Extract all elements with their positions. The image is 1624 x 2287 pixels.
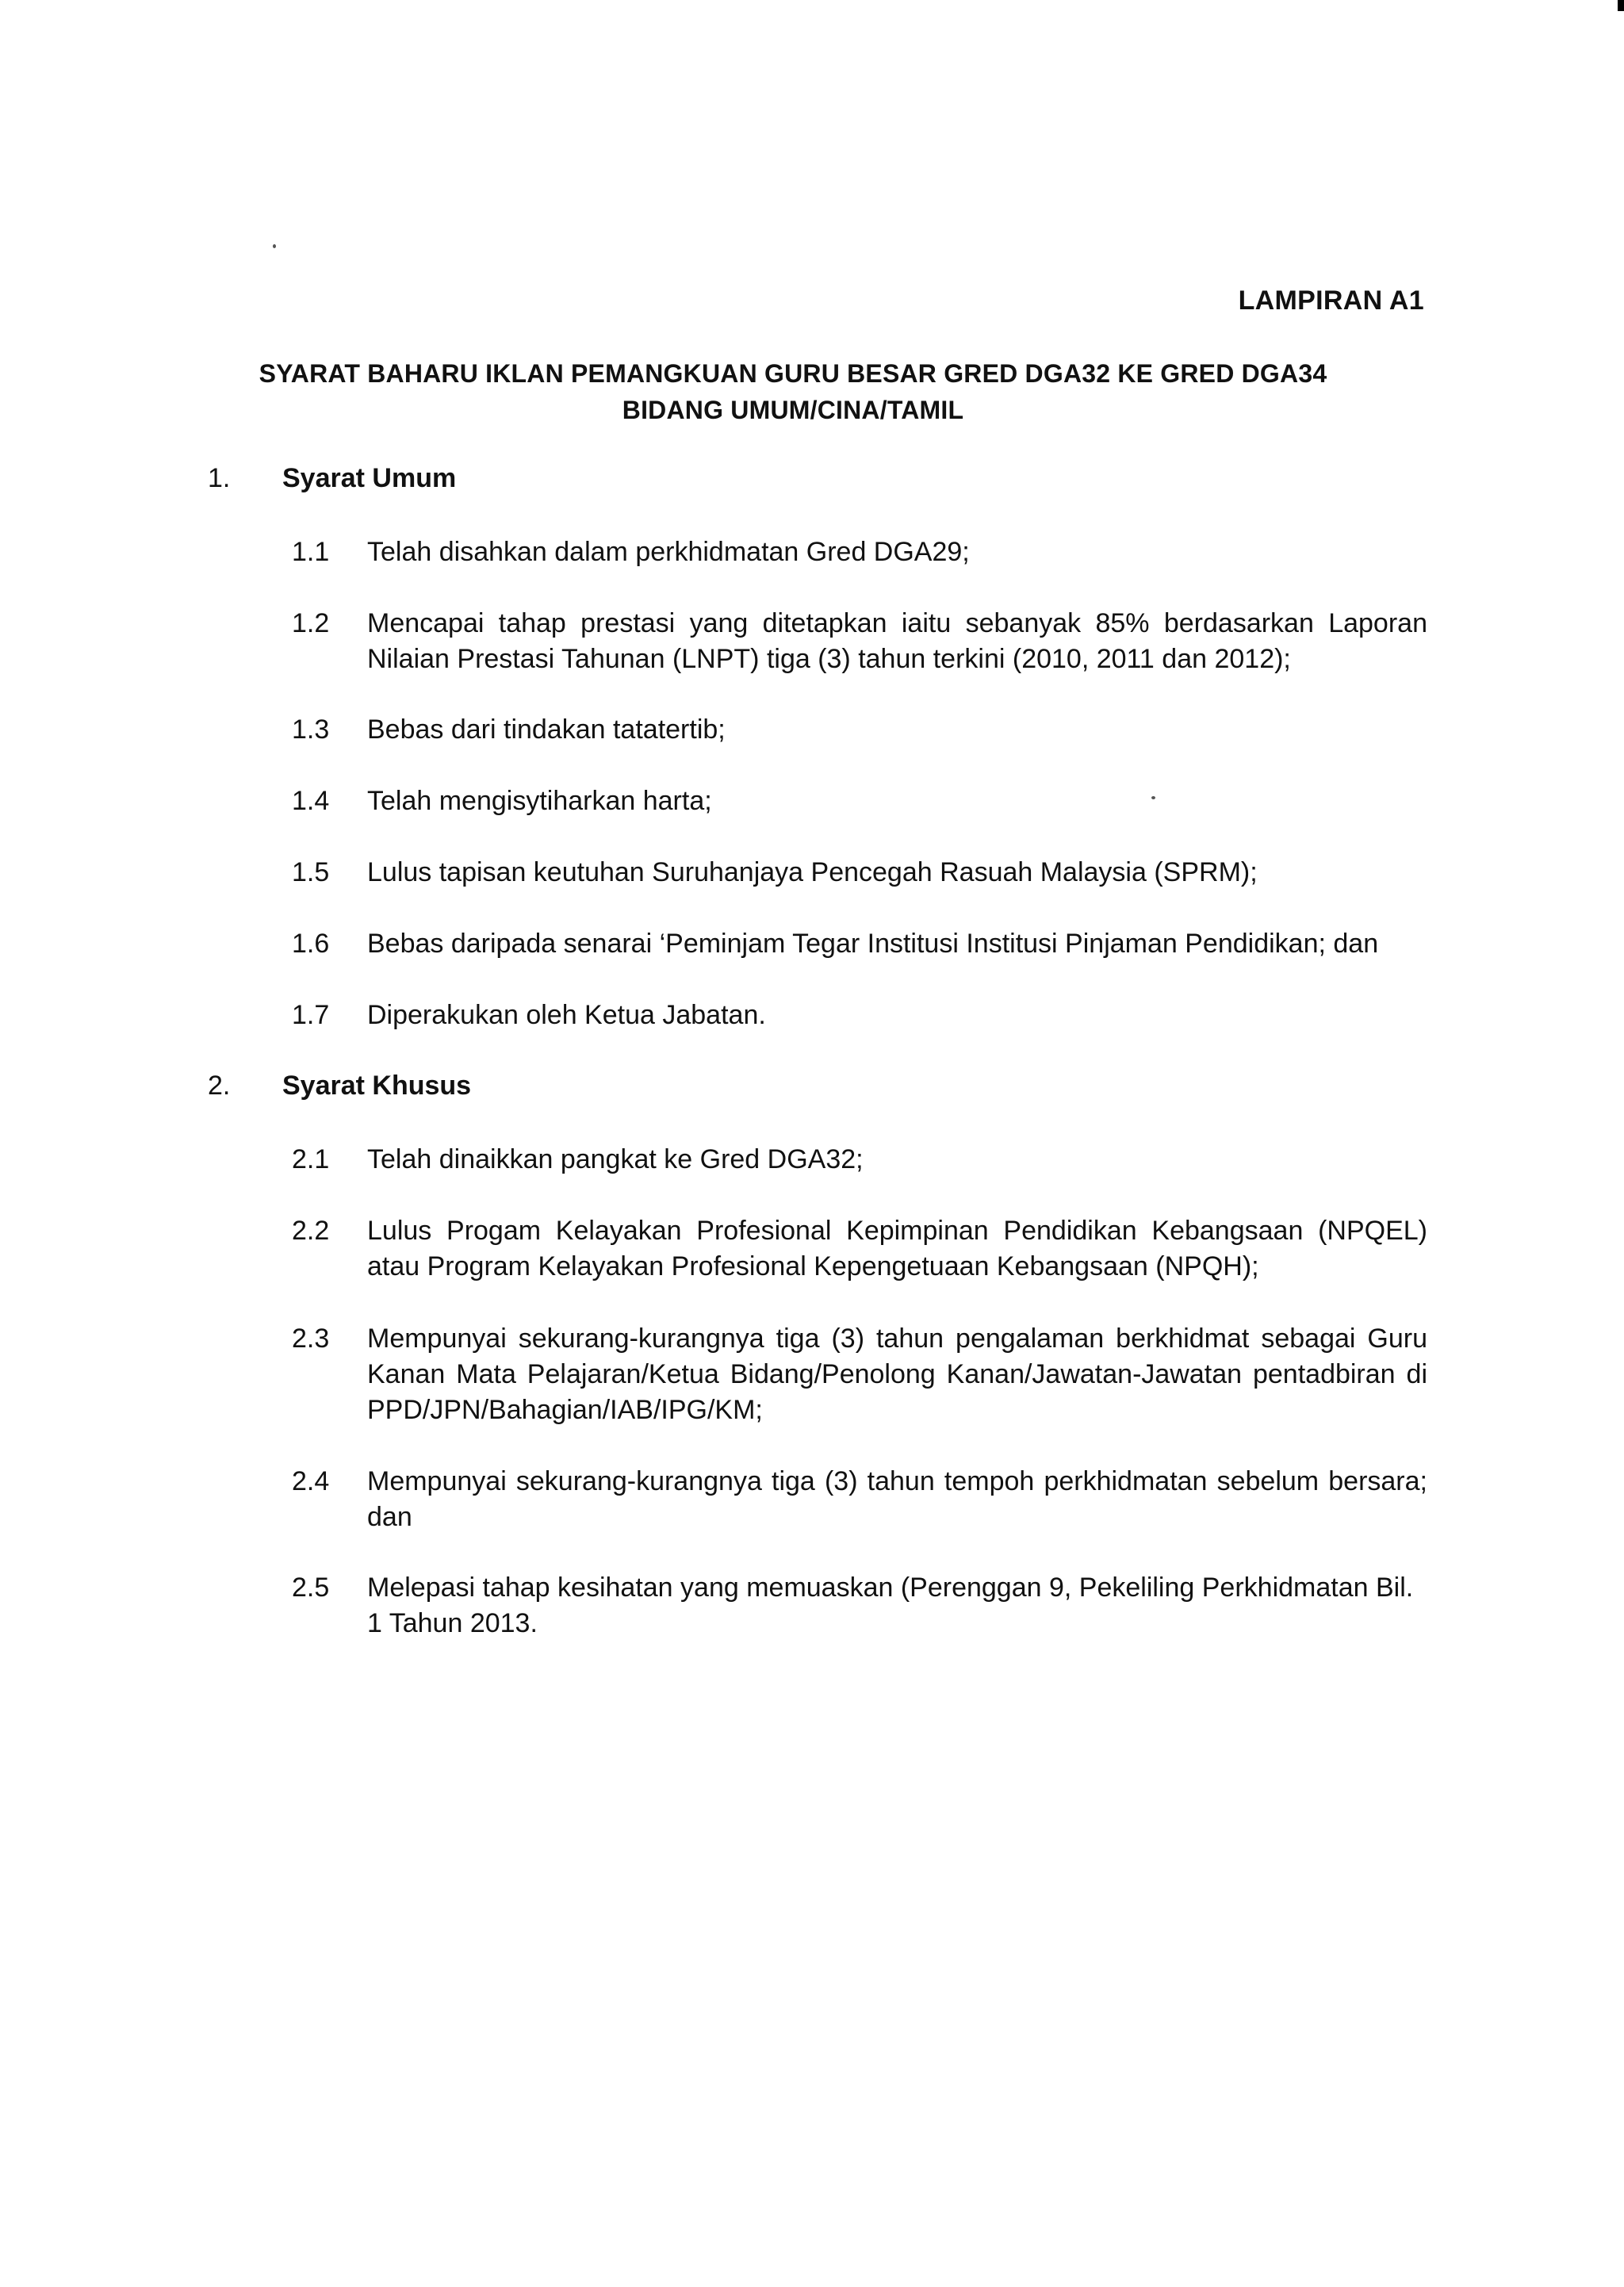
section-number: 1. (208, 463, 231, 493)
item-text: Mempunyai sekurang-kurangnya tiga (3) tahun pengalaman berkhidmat sebagai Guru Kanan Mata Pelajaran/Ketua Bidang/Penolong Kanan/Jawatan-Jawatan pentadbiran di PPD/JPN/Bahagian/IAB/IPG/KM; (367, 1324, 1427, 1425)
item-number: 1.5 (292, 857, 330, 887)
item-number: 2.4 (292, 1466, 330, 1496)
item-number: 1.2 (292, 608, 330, 638)
item-number: 1.7 (292, 1000, 330, 1030)
item-number: 1.3 (292, 714, 330, 745)
scan-edge-mark (1618, 0, 1624, 11)
title-line-2: BIDANG UMUM/CINA/TAMIL (622, 396, 964, 424)
section-heading-general (208, 463, 456, 494)
list-item (292, 1570, 1427, 1642)
item-text: Telah dinaikkan pangkat ke Gred DGA32; (367, 1144, 864, 1174)
list-item (292, 926, 1427, 962)
item-number: 1.4 (292, 786, 330, 816)
section-title: Syarat Khusus (282, 1071, 472, 1101)
scan-speck (273, 244, 276, 248)
list-item (292, 1142, 1427, 1178)
item-text: Diperakukan oleh Ketua Jabatan. (367, 1000, 766, 1030)
list-item (292, 1213, 1427, 1285)
list-item (292, 534, 1427, 570)
section-number: 2. (208, 1071, 231, 1101)
item-number: 1.1 (292, 537, 330, 567)
item-text: Mempunyai sekurang-kurangnya tiga (3) tahun tempoh perkhidmatan sebelum bersara; dan (367, 1466, 1427, 1532)
item-text: Bebas dari tindakan tatatertib; (367, 714, 726, 745)
list-item (292, 998, 1427, 1033)
item-text: Telah mengisytiharkan harta; (367, 786, 712, 816)
item-text: Bebas daripada senarai ‘Peminjam Tegar Institusi Institusi Pinjaman Pendidikan; dan (367, 929, 1379, 959)
item-number: 2.1 (292, 1144, 330, 1174)
title-line-1: SYARAT BAHARU IKLAN PEMANGKUAN GURU BESAR GRED DGA32 KE GRED DGA34 (259, 359, 1327, 388)
item-text: Mencapai tahap prestasi yang ditetapkan iaitu sebanyak 85% berdasarkan Laporan Nilaian Prestasi Tahunan (LNPT) tiga (3) tahun terkini (2010, 2011 dan 2012); (367, 608, 1427, 674)
item-number: 2.2 (292, 1216, 330, 1246)
list-item (292, 783, 1427, 819)
list-item (292, 855, 1427, 891)
list-item (292, 1321, 1427, 1428)
list-item (292, 712, 1427, 748)
attachment-label: LAMPIRAN A1 (1238, 285, 1424, 316)
item-number: 2.5 (292, 1573, 330, 1603)
item-text: Telah disahkan dalam perkhidmatan Gred DGA29; (367, 537, 970, 567)
list-item (292, 1464, 1427, 1535)
item-number: 2.3 (292, 1324, 330, 1354)
section-title: Syarat Umum (282, 463, 457, 493)
document-title (238, 355, 1348, 428)
item-text: Melepasi tahap kesihatan yang memuaskan (Perenggan 9, Pekeliling Perkhidmatan Bil. 1 Tahun 2013. (367, 1573, 1414, 1638)
item-text: Lulus tapisan keutuhan Suruhanjaya Pencegah Rasuah Malaysia (SPRM); (367, 857, 1258, 887)
item-number: 1.6 (292, 929, 330, 959)
item-text: Lulus Progam Kelayakan Profesional Kepimpinan Pendidikan Kebangsaan (NPQEL) atau Program Kelayakan Profesional Kepengetuaan Kebangsaan (NPQH); (367, 1216, 1427, 1281)
section-heading-specific (208, 1071, 471, 1101)
list-item (292, 606, 1427, 677)
